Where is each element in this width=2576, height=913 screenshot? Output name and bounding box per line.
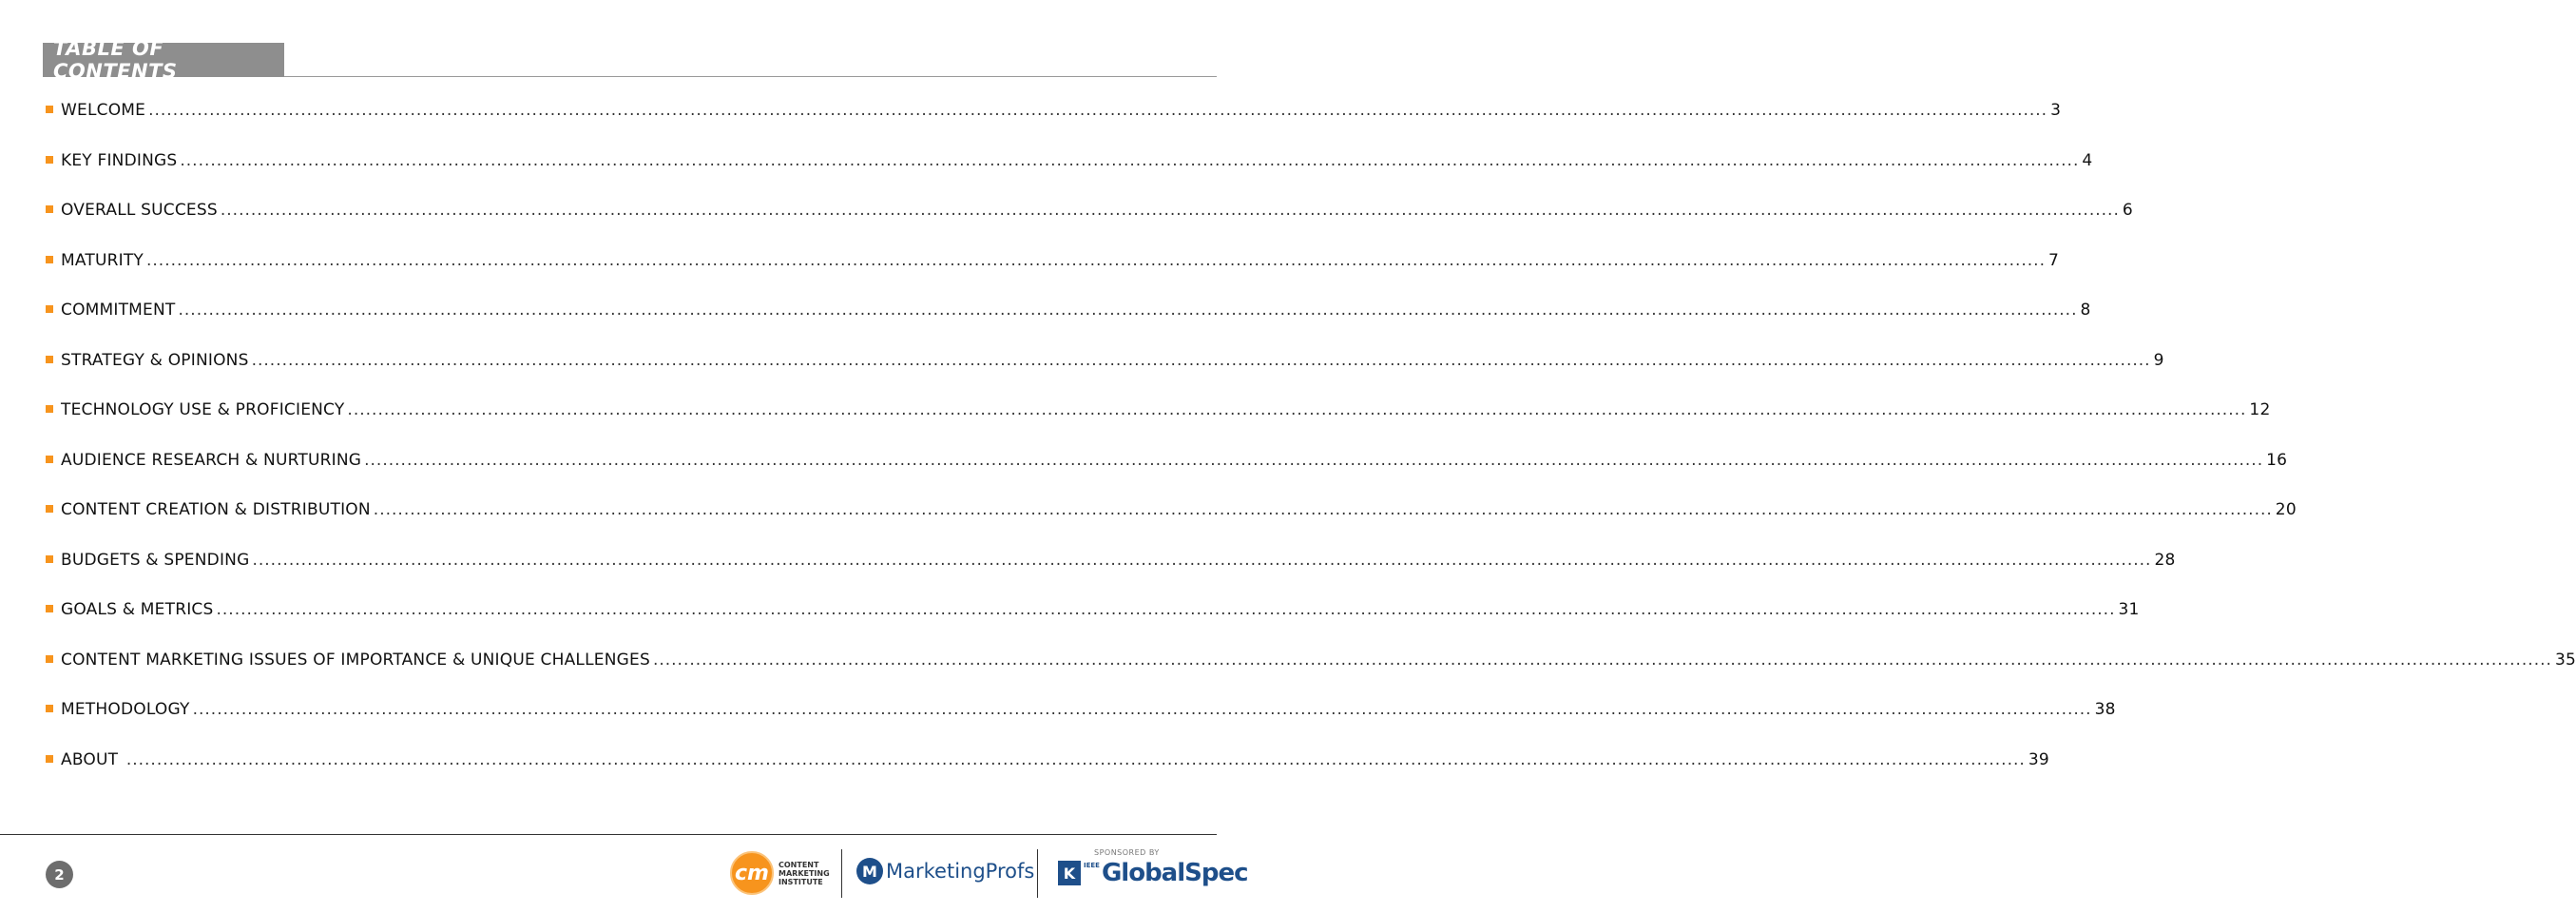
page-title: TABLE OF CONTENTS (53, 37, 178, 83)
bullet-icon (46, 705, 53, 712)
toc-entry-label: WELCOME (61, 101, 146, 120)
bullet-icon (46, 555, 53, 563)
toc-entry-label: STRATEGY & OPINIONS (61, 350, 249, 370)
toc-entry-label: GOALS & METRICS (61, 600, 214, 619)
globalspec-logo (1058, 859, 1248, 887)
toc-entry-page: 4 (2082, 150, 2093, 170)
dot-leader (217, 600, 2116, 619)
toc-entry-page: 7 (2048, 250, 2060, 270)
globalspec-logo-icon: K (1058, 861, 1081, 885)
cmi-logo-text (779, 861, 836, 886)
logo-separator (841, 849, 842, 898)
dot-leader (252, 551, 2151, 570)
toc-list (46, 101, 2576, 800)
marketingprofs-logo-text: MarketingProfs (886, 860, 1035, 883)
toc-entry-label: MATURITY (61, 250, 144, 270)
toc-entry-page: 35 (2554, 650, 2576, 670)
toc-entry-overall-success[interactable] (46, 201, 2133, 251)
toc-entry-label: ABOUT (61, 749, 124, 769)
dot-leader (364, 451, 2263, 470)
dot-leader (193, 700, 2092, 719)
toc-entry-page: 28 (2154, 550, 2176, 570)
bullet-icon (46, 356, 53, 363)
toc-entry-issues-challenges[interactable] (46, 650, 2576, 701)
dot-leader (374, 500, 2273, 519)
toc-entry-label: TECHNOLOGY USE & PROFICIENCY (61, 400, 345, 419)
logo-separator (1037, 849, 1038, 898)
bullet-icon (46, 605, 53, 612)
footer-divider (0, 834, 1217, 835)
toc-entry-methodology[interactable] (46, 700, 2116, 750)
toc-entry-goals-metrics[interactable] (46, 600, 2140, 651)
dot-leader (221, 201, 2120, 220)
marketingprofs-logo-icon: M (856, 858, 883, 884)
cmi-line-3: INSTITUTE (779, 877, 823, 886)
bullet-icon (46, 755, 53, 763)
bullet-icon (46, 156, 53, 164)
toc-entry-label: COMMITMENT (61, 301, 176, 320)
toc-entry-label: CONTENT MARKETING ISSUES OF IMPORTANCE & UNIQUE CHALLENGES (61, 650, 650, 670)
toc-entry-page: 16 (2266, 450, 2288, 470)
toc-header (43, 37, 284, 83)
toc-entry-page: 12 (2249, 400, 2271, 419)
dot-leader (148, 101, 2047, 120)
toc-entry-commitment[interactable] (46, 301, 2091, 351)
bullet-icon (46, 305, 53, 313)
toc-entry-maturity[interactable] (46, 250, 2060, 301)
toc-entry-page: 9 (2153, 350, 2164, 370)
toc-entry-content-creation[interactable] (46, 500, 2297, 551)
toc-entry-page: 38 (2094, 700, 2116, 719)
marketingprofs-logo (856, 858, 1034, 884)
toc-entry-page: 8 (2080, 301, 2091, 320)
bullet-icon (46, 205, 53, 213)
dot-leader (252, 351, 2151, 370)
toc-entry-technology[interactable] (46, 400, 2271, 451)
toc-entry-label: KEY FINDINGS (61, 150, 178, 170)
toc-entry-label: METHODOLOGY (61, 700, 190, 719)
toc-entry-label: AUDIENCE RESEARCH & NURTURING (61, 450, 362, 470)
page-number-badge: 2 (46, 861, 73, 888)
toc-entry-page: 20 (2275, 500, 2297, 519)
dot-leader (146, 251, 2046, 270)
toc-entry-page: 3 (2050, 101, 2062, 120)
cmi-logo (730, 851, 836, 895)
dot-leader (653, 651, 2552, 670)
toc-entry-key-findings[interactable] (46, 150, 2093, 202)
toc-entry-label: OVERALL SUCCESS (61, 201, 218, 220)
globalspec-logo-text: GlobalSpec (1101, 859, 1248, 887)
dot-leader (126, 750, 2026, 769)
cmi-line-1: CONTENT (779, 860, 819, 869)
bullet-icon (46, 456, 53, 463)
bullet-icon (46, 256, 53, 263)
globalspec-ieee-label: IEEE (1084, 862, 1100, 869)
sponsored-by-label: SPONSORED BY (1094, 848, 1160, 857)
dot-leader (347, 400, 2246, 419)
cmi-logo-icon: cm (730, 851, 774, 895)
dot-leader (180, 151, 2079, 170)
toc-entry-welcome[interactable] (46, 101, 2062, 151)
toc-entry-audience-research[interactable] (46, 450, 2288, 501)
toc-entry-label: CONTENT CREATION & DISTRIBUTION (61, 500, 371, 519)
bullet-icon (46, 405, 53, 413)
bullet-icon (46, 106, 53, 113)
toc-entry-budgets[interactable] (46, 550, 2176, 601)
toc-entry-page: 6 (2122, 201, 2133, 220)
toc-entry-page: 39 (2028, 749, 2049, 769)
toc-entry-page: 31 (2118, 600, 2140, 619)
cmi-line-2: MARKETING (779, 868, 830, 878)
header-divider (284, 76, 1217, 77)
toc-entry-about[interactable] (46, 749, 2049, 801)
toc-entry-strategy-opinions[interactable] (46, 350, 2164, 401)
dot-leader (179, 301, 2078, 320)
bullet-icon (46, 655, 53, 663)
toc-entry-label: BUDGETS & SPENDING (61, 550, 250, 570)
bullet-icon (46, 505, 53, 513)
